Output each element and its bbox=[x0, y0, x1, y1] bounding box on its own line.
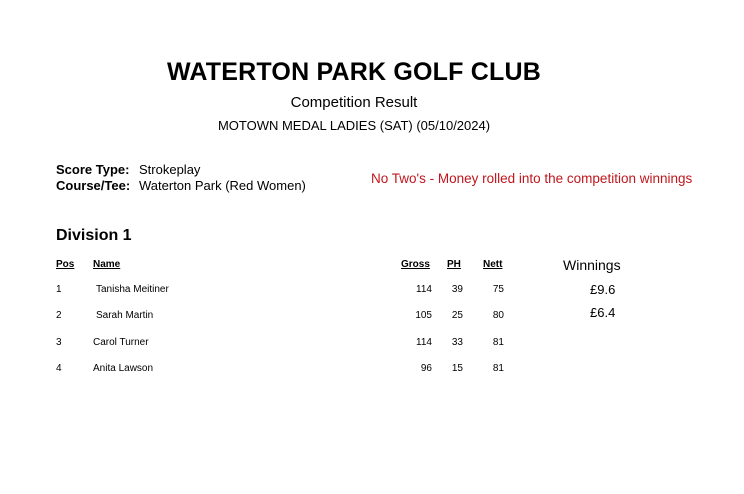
table-row-ph: 15 bbox=[451, 363, 463, 374]
col-header-ph: PH bbox=[447, 259, 461, 270]
table-row-name: Tanisha Meitiner bbox=[96, 284, 169, 295]
score-type-value: Strokeplay bbox=[139, 162, 201, 177]
table-row-nett: 81 bbox=[492, 363, 504, 374]
table-row-gross: 96 bbox=[420, 363, 432, 374]
table-row-name: Sarah Martin bbox=[96, 310, 154, 321]
table-row-nett: 80 bbox=[492, 310, 504, 321]
table-row-pos: 2 bbox=[56, 310, 62, 321]
table-row-name: Carol Turner bbox=[93, 337, 149, 348]
table-row-name: Anita Lawson bbox=[93, 363, 154, 374]
table-row-winnings: £9.6 bbox=[590, 282, 616, 297]
table-row-pos: 3 bbox=[56, 337, 62, 348]
col-header-pos: Pos bbox=[56, 259, 75, 270]
course-tee-label: Course/Tee: bbox=[56, 178, 131, 193]
club-title: WATERTON PARK GOLF CLUB bbox=[166, 58, 542, 86]
twos-note: No Two's - Money rolled into the competition winnings bbox=[371, 171, 693, 186]
table-row-nett: 81 bbox=[492, 337, 504, 348]
table-row-gross: 114 bbox=[416, 284, 432, 295]
table-row-nett: 75 bbox=[492, 284, 504, 295]
col-header-gross: Gross bbox=[401, 259, 430, 270]
table-row-gross: 114 bbox=[416, 337, 432, 348]
score-type-label: Score Type: bbox=[56, 162, 130, 177]
table-row-gross: 105 bbox=[415, 310, 432, 321]
division-heading: Division 1 bbox=[56, 227, 132, 244]
table-row-ph: 25 bbox=[451, 310, 463, 321]
table-row-pos: 1 bbox=[56, 284, 62, 295]
table-row-ph: 33 bbox=[451, 337, 463, 348]
table-row-winnings: £6.4 bbox=[590, 305, 616, 320]
table-row-ph: 39 bbox=[451, 284, 463, 295]
col-header-winnings: Winnings bbox=[563, 257, 621, 273]
col-header-name: Name bbox=[93, 259, 121, 270]
col-header-nett: Nett bbox=[483, 259, 503, 270]
page-subtitle: Competition Result bbox=[290, 94, 418, 111]
competition-name: MOTOWN MEDAL LADIES (SAT) (05/10/2024) bbox=[217, 118, 491, 133]
course-tee-value: Waterton Park (Red Women) bbox=[139, 178, 306, 193]
table-row-pos: 4 bbox=[56, 363, 62, 374]
